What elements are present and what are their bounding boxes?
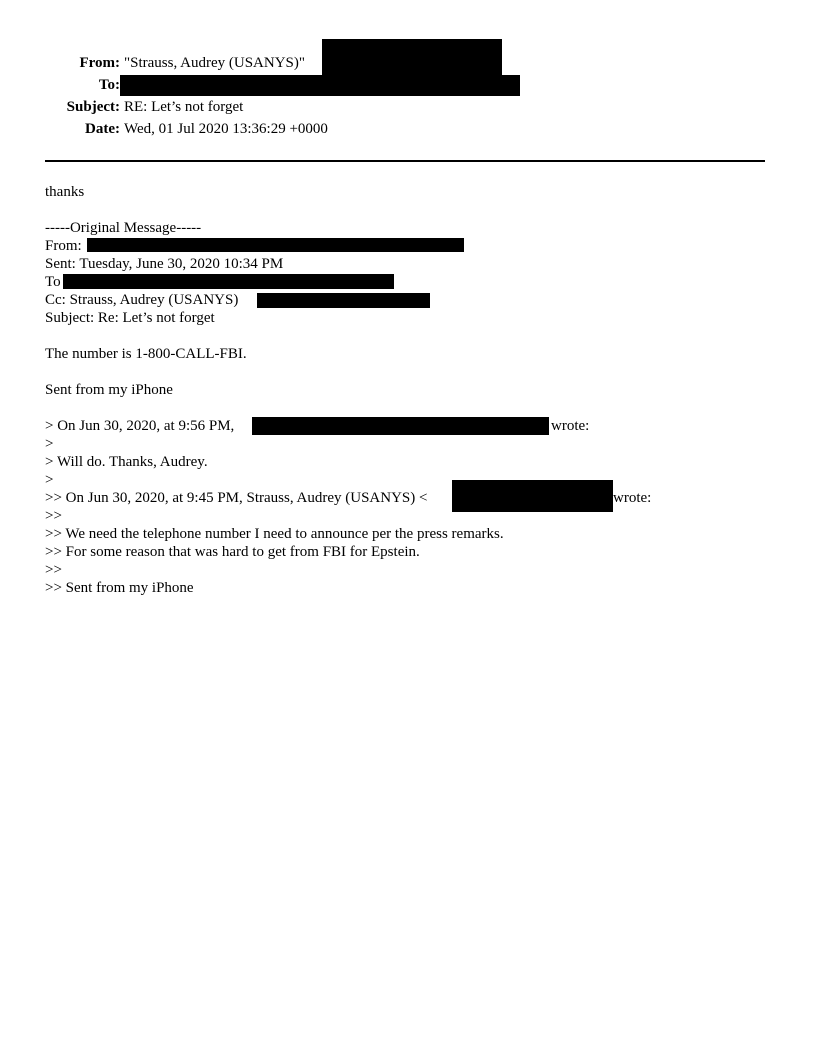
- date-value: Wed, 01 Jul 2020 13:36:29 +0000: [124, 121, 328, 137]
- quote2-suffix: wrote:: [613, 490, 652, 506]
- original-to-line: To: [45, 274, 61, 290]
- quote1-blank-2: >: [45, 472, 54, 488]
- subject-value: RE: Let’s not forget: [124, 99, 244, 115]
- quote2-line-1: >> We need the telephone number I need to announce per the press remarks.: [45, 526, 504, 542]
- subject-label: Subject:: [66, 99, 120, 115]
- quote1-header-line: [45, 417, 234, 435]
- redaction-box: [452, 480, 613, 512]
- redaction-box: [63, 274, 394, 289]
- date-label: Date:: [85, 121, 120, 137]
- quote1-text: > Will do. Thanks, Audrey.: [45, 454, 208, 470]
- redaction-box: [252, 417, 549, 435]
- quote1-blank: >: [45, 436, 54, 452]
- quote2-prefix: >> On Jun 30, 2020, at 9:45 PM, Strauss, Audrey (USANYS) <: [45, 490, 428, 506]
- header-divider: [45, 160, 765, 162]
- original-message-marker: -----Original Message-----: [45, 220, 202, 236]
- quote2-line-2: >> For some reason that was hard to get from FBI for Epstein.: [45, 544, 420, 560]
- quote2-signature: >> Sent from my iPhone: [45, 580, 194, 596]
- original-cc-line: Cc: Strauss, Audrey (USANYS): [45, 292, 239, 308]
- redaction-box: [322, 39, 502, 76]
- to-label: To:: [98, 77, 120, 93]
- signature-line: Sent from my iPhone: [45, 382, 173, 398]
- quote1-suffix: wrote:: [551, 418, 590, 434]
- original-from-line: From:: [45, 238, 82, 254]
- quote2-blank: >>: [45, 508, 62, 524]
- from-label: From:: [79, 55, 120, 71]
- quote1-prefix: > On Jun 30, 2020, at 9:56 PM,: [45, 418, 235, 434]
- reply-text: thanks: [45, 184, 85, 200]
- from-value: "Strauss, Audrey (USANYS)": [124, 55, 305, 71]
- redaction-box: [257, 293, 430, 308]
- quote2-blank-2: >>: [45, 562, 62, 578]
- quote2-header-line: [45, 489, 427, 507]
- number-line: The number is 1-800-CALL-FBI.: [45, 346, 247, 362]
- original-subject-line: Subject: Re: Let’s not forget: [45, 310, 215, 326]
- redaction-box: [87, 238, 464, 252]
- original-sent-line: Sent: Tuesday, June 30, 2020 10:34 PM: [45, 256, 284, 272]
- redaction-box: [120, 75, 520, 96]
